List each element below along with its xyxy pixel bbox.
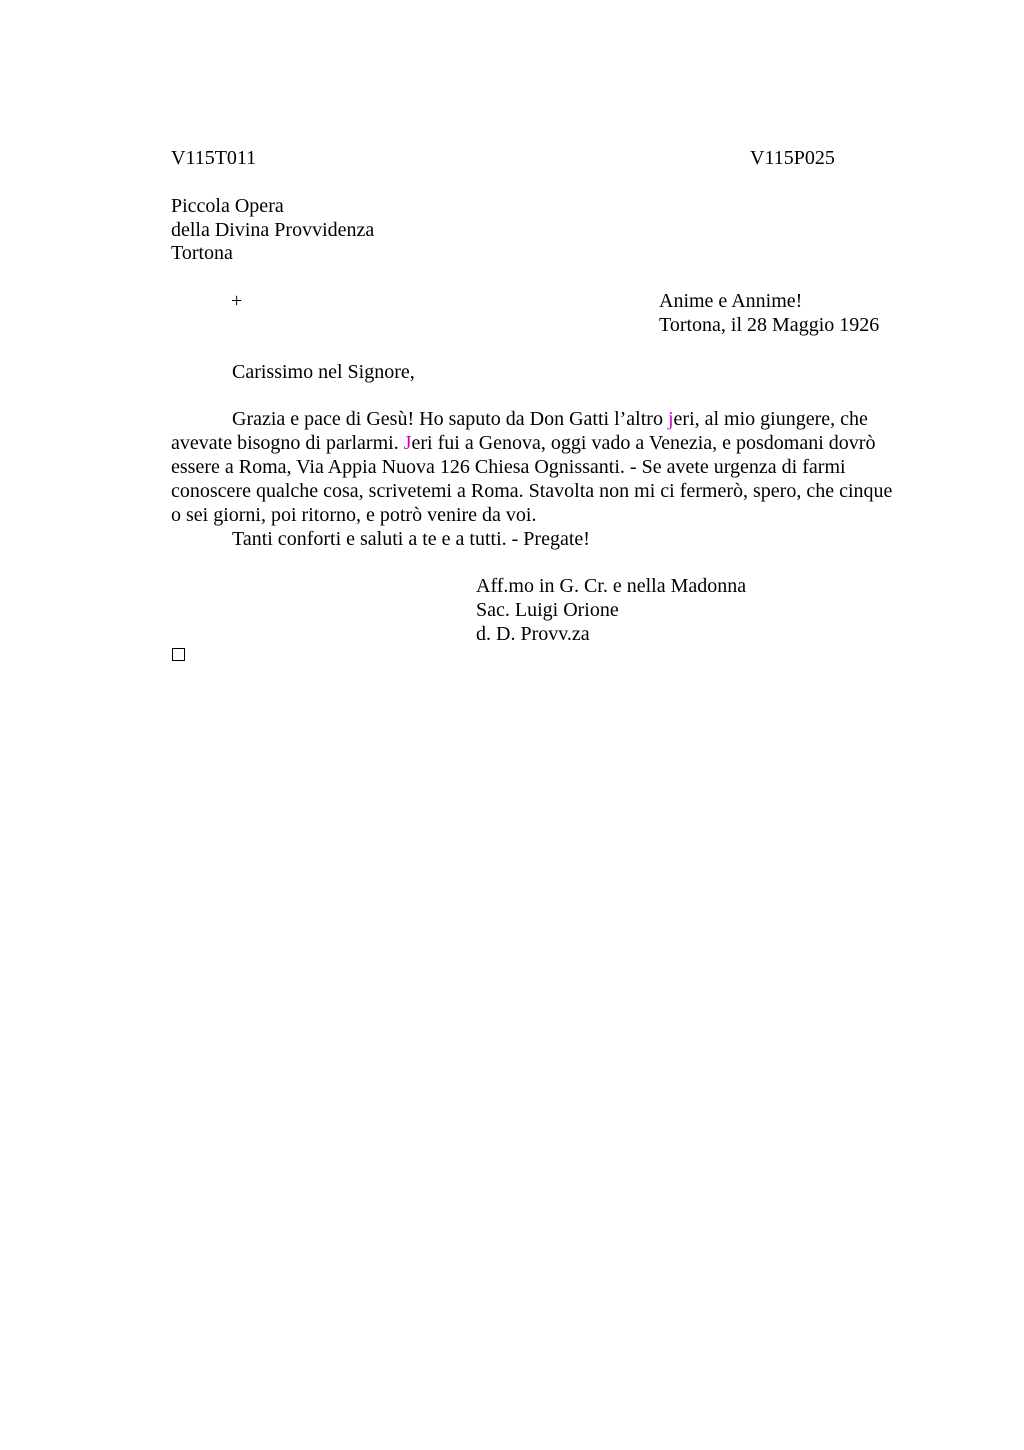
signature-line-3: d. D. Provv.za [476,623,590,645]
square-outline-icon [172,648,185,661]
body-text-segment: eri fui a Genova, oggi vado a Venezia, e posdomani dovrò [411,432,876,454]
body-text-segment: Grazia e pace di Gesù! Ho saputo da Don Gatti l’altro [232,408,668,430]
letterhead-line-2: della Divina Provvidenza [171,218,375,241]
body-line-closing: Tanti conforti e saluti a te e a tutti. - Pregate! [232,528,590,550]
body-line: o sei giorni, poi ritorno, e potrò venire da voi. [171,504,537,526]
body-text-segment: eri, al mio giungere, che [673,408,868,430]
letterhead-line-1: Piccola Opera [171,195,284,217]
letterhead-line-3: Tortona [171,242,233,264]
document-code-left: V115T011 [171,147,257,169]
body-line: essere a Roma, Via Appia Nuova 126 Chiesa Ognissanti. - Se avete urgenza di farmi [171,456,846,478]
document-code-right: V115P025 [750,147,835,169]
signature-line-1: Aff.mo in G. Cr. e nella Madonna [476,575,747,597]
body-line [171,431,931,455]
letterhead [171,195,374,266]
body-line [171,407,931,431]
body-text-segment: avevate bisogno di parlarmi. [171,432,404,454]
motto: Anime e Annime! [659,290,803,312]
place-date: Tortona, il 28 Maggio 1926 [659,314,880,336]
letter-body [171,407,931,551]
cross-mark: + [231,290,243,312]
letter-heading [659,289,879,337]
highlighted-letter: J [403,432,412,454]
body-line: conoscere qualche cosa, scrivetemi a Roma. Stavolta non mi ci fermerò, spero, che cinque [171,480,893,502]
signature-line-2: Sac. Luigi Orione [476,599,619,621]
highlighted-letter: j [667,408,674,430]
signature-block [476,574,746,646]
salutation: Carissimo nel Signore, [232,361,415,383]
